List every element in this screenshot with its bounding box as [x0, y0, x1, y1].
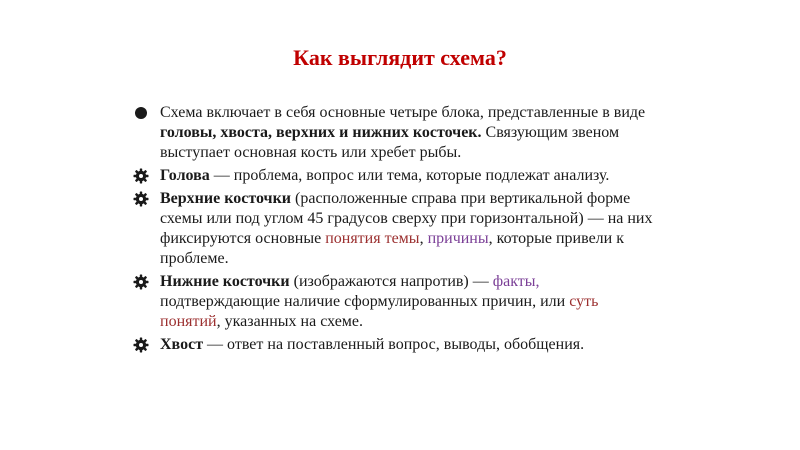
item-text: — проблема, вопрос или тема, которые подлежат анализу.	[209, 167, 610, 184]
highlighted-term: суть понятий	[160, 293, 599, 330]
list-item	[133, 272, 653, 332]
list-item	[133, 166, 653, 186]
item-text: Схема включает в себя основные четыре блока, представленные в виде	[160, 104, 646, 121]
slide-title: Как выглядит схема?	[293, 45, 507, 70]
item-text: (изображаются напротив) —	[289, 273, 493, 290]
list-item	[133, 189, 653, 269]
item-bold-term: Голова	[160, 167, 210, 184]
bullet-list	[133, 103, 653, 358]
item-bold-term: Верхние косточки	[160, 190, 292, 207]
item-text: Связующим звеном выступает основная кость или хребет рыбы.	[160, 124, 620, 161]
item-text: — ответ на поставленный вопрос, выводы, обобщения.	[203, 336, 585, 353]
gear-bullet-icon	[133, 191, 149, 207]
item-text: подтверждающие наличие сформулированных причин, или	[160, 293, 570, 310]
highlighted-term: причины	[427, 230, 489, 247]
item-bold-term: головы, хвоста, верхних и нижних косточек.	[160, 124, 482, 141]
highlighted-term: понятия темы	[325, 230, 420, 247]
list-item	[133, 335, 653, 355]
gear-bullet-icon	[133, 274, 149, 290]
item-bold-term: Нижние косточки	[160, 273, 290, 290]
circle-bullet-icon	[135, 107, 147, 119]
list-item	[133, 103, 653, 163]
item-text: , указанных на схеме.	[216, 313, 364, 330]
highlighted-term: факты,	[492, 273, 540, 290]
item-text: (расположенные справа при вертикальной форме схемы или под углом 45 градусов сверху при горизонтальной) — на них фиксируются основные	[160, 190, 653, 247]
gear-bullet-icon	[133, 168, 149, 184]
item-text: ,	[419, 230, 428, 247]
gear-bullet-icon	[133, 337, 149, 353]
item-text: , которые привели к проблеме.	[160, 230, 624, 267]
item-bold-term: Хвост	[160, 336, 204, 353]
